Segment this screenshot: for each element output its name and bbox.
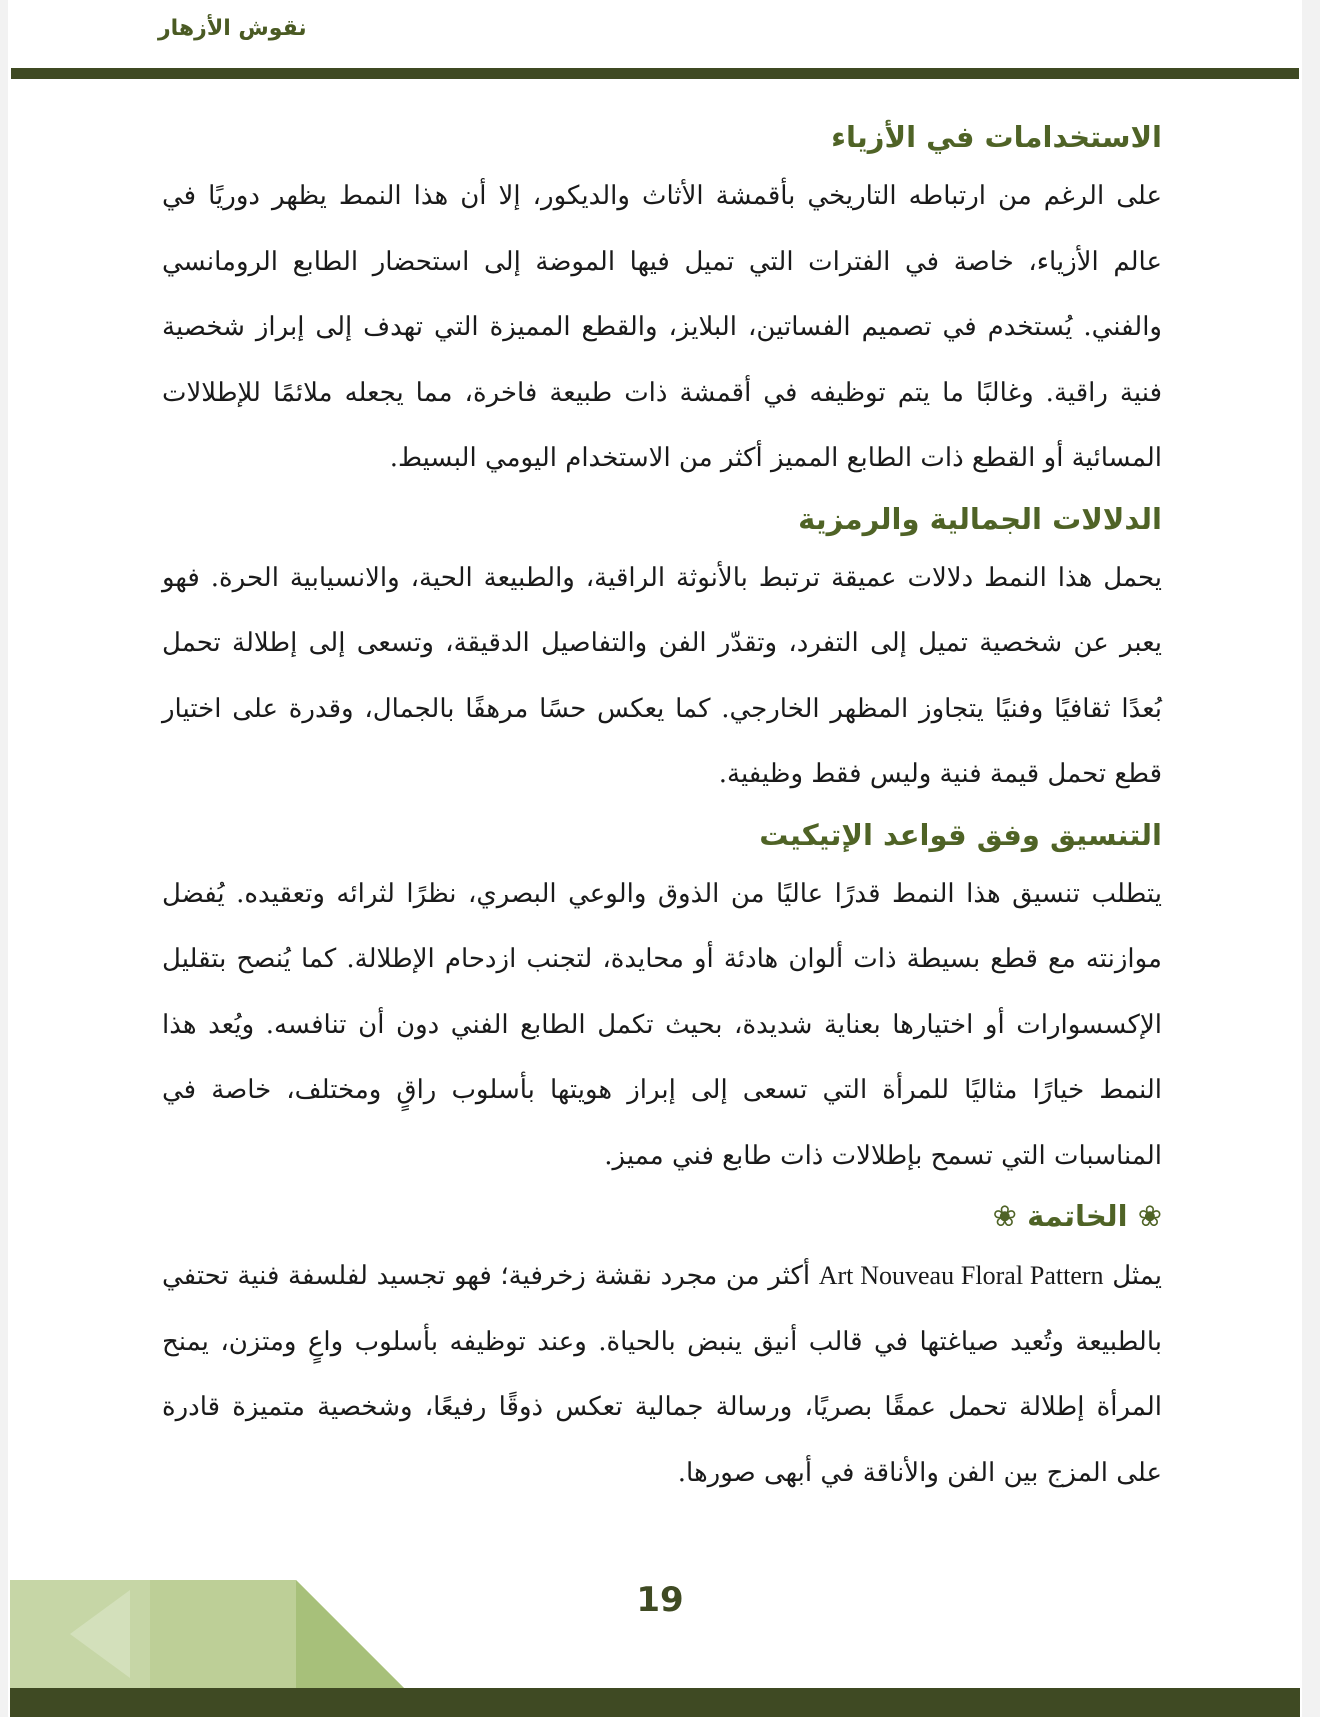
- conclusion-text-rest: أكثر من مجرد نقشة زخرفية؛ فهو تجسيد لفلسفة فنية تحتفي بالطبيعة وتُعيد صياغتها في قالب أنيق ينبض بالحياة. وعند توظيفه بأسلوب واعٍ ومتزن، يمنح المرأة إطلالة تحمل عمقًا بصريًا، ورسالة جمالية تعكس ذوقًا رفيعًا، وشخصية متميزة قادرة على المزج بين الفن والأناقة في أبهى صورها.: [162, 1261, 1162, 1488]
- running-header-title: نقوش الأزهار: [158, 16, 307, 41]
- page-body: [162, 110, 1162, 1506]
- page-edge-left: [0, 0, 8, 1717]
- page-number: 19: [636, 1580, 684, 1620]
- section-paragraph-symbolism: يحمل هذا النمط دلالات عميقة ترتبط بالأنوثة الراقية، والطبيعة الحية، والانسيابية الحرة. فهو يعبر عن شخصية تميل إلى التفرد، وتقدّر الفن والتفاصيل الدقيقة، وتسعى إلى إطلالة تحمل بُعدًا ثقافيًا وفنيًا يتجاوز المظهر الخارجي. كما يعكس حسًا مرهفًا بالجمال، وقدرة على اختيار قطع تحمل قيمة فنية وليس فقط وظيفية.: [162, 562, 1162, 789]
- section-heading-fashion-uses: الاستخدامات في الأزياء: [831, 120, 1162, 154]
- page-edge-right: [1302, 0, 1320, 1717]
- section-heading-etiquette: التنسيق وفق قواعد الإتيكيت: [759, 817, 1162, 852]
- conclusion-latin-term: Art Nouveau Floral Pattern: [818, 1261, 1104, 1290]
- header-rule: [11, 68, 1299, 79]
- section-paragraph-conclusion: [162, 1243, 1162, 1506]
- footer-decoration: [10, 1580, 430, 1688]
- footer-bar: [10, 1688, 1300, 1717]
- footer-deco-mid-panel: [150, 1580, 296, 1688]
- section-paragraph-fashion-uses: على الرغم من ارتباطه التاريخي بأقمشة الأثاث والديكور، إلا أن هذا النمط يظهر دوريًا في عالم الأزياء، خاصة في الفترات التي تميل فيها الموضة إلى استحضار الطابع الرومانسي والفني. يُستخدم في تصميم الفساتين، البلايز، والقطع المميزة التي تهدف إلى إبراز شخصية فنية راقية. وغالبًا ما يتم توظيفه في أقمشة ذات طبيعة فاخرة، مما يجعله ملائمًا للإطلالات المسائية أو القطع ذات الطابع المميز أكثر من الاستخدام اليومي البسيط.: [162, 181, 1162, 473]
- section-heading-symbolism: الدلالات الجمالية والرمزية: [798, 501, 1162, 536]
- section-heading-conclusion: ❀ الخاتمة ❀: [992, 1199, 1162, 1233]
- conclusion-text-start: يمثل: [1103, 1261, 1162, 1291]
- footer-deco-triangle: [296, 1580, 404, 1688]
- section-paragraph-etiquette: يتطلب تنسيق هذا النمط قدرًا عاليًا من الذوق والوعي البصري، نظرًا لثرائه وتعقيده. يُفضل موازنته مع قطع بسيطة ذات ألوان هادئة أو محايدة، لتجنب ازدحام الإطلالة. كما يُنصح بتقليل الإكسسوارات أو اختيارها بعناية شديدة، بحيث تكمل الطابع الفني دون أن تنافسه. ويُعد هذا النمط خيارًا مثاليًا للمرأة التي تسعى إلى إبراز هويتها بأسلوب راقٍ ومختلف، خاصة في المناسبات التي تسمح بإطلالات ذات طابع فني مميز.: [162, 878, 1162, 1171]
